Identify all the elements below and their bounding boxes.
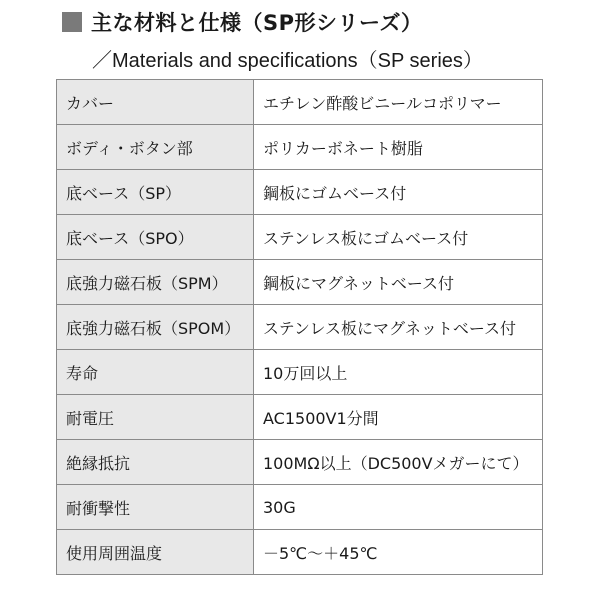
row-value: 30G [254, 485, 543, 530]
row-value: 10万回以上 [254, 350, 543, 395]
table-row [57, 260, 543, 305]
row-value: 100MΩ以上（DC500Vメガーにて） [254, 440, 543, 485]
table-row [57, 440, 543, 485]
spec-table [56, 79, 543, 575]
row-value: －5℃～＋45℃ [254, 530, 543, 575]
row-label: 底ベース（SP） [57, 170, 254, 215]
table-row [57, 80, 543, 125]
row-label: 耐電圧 [57, 395, 254, 440]
table-row [57, 530, 543, 575]
row-label: 耐衝撃性 [57, 485, 254, 530]
row-value: AC1500V1分間 [254, 395, 543, 440]
table-row [57, 485, 543, 530]
row-value: 鋼板にゴムベース付 [254, 170, 543, 215]
table-row [57, 305, 543, 350]
table-row [57, 170, 543, 215]
title-row [62, 9, 422, 35]
row-label: カバー [57, 80, 254, 125]
row-label: ボディ・ボタン部 [57, 125, 254, 170]
row-value: ステンレス板にマグネットベース付 [254, 305, 543, 350]
row-value: ポリカーボネート樹脂 [254, 125, 543, 170]
row-value: ステンレス板にゴムベース付 [254, 215, 543, 260]
row-label: 使用周囲温度 [57, 530, 254, 575]
table-row [57, 215, 543, 260]
row-label: 底強力磁石板（SPOM） [57, 305, 254, 350]
table-row [57, 125, 543, 170]
row-label: 底強力磁石板（SPM） [57, 260, 254, 305]
table-row [57, 395, 543, 440]
row-value: 鋼板にマグネットベース付 [254, 260, 543, 305]
gray-square-icon [62, 12, 82, 32]
row-label: 寿命 [57, 350, 254, 395]
row-value: エチレン酢酸ビニールコポリマー [254, 80, 543, 125]
row-label: 絶縁抵抗 [57, 440, 254, 485]
row-label: 底ベース（SPO） [57, 215, 254, 260]
page-subtitle: ／Materials and specifications（SP series） [92, 50, 483, 72]
page-title: 主な材料と仕様（SP形シリーズ） [91, 11, 423, 35]
table-row [57, 350, 543, 395]
